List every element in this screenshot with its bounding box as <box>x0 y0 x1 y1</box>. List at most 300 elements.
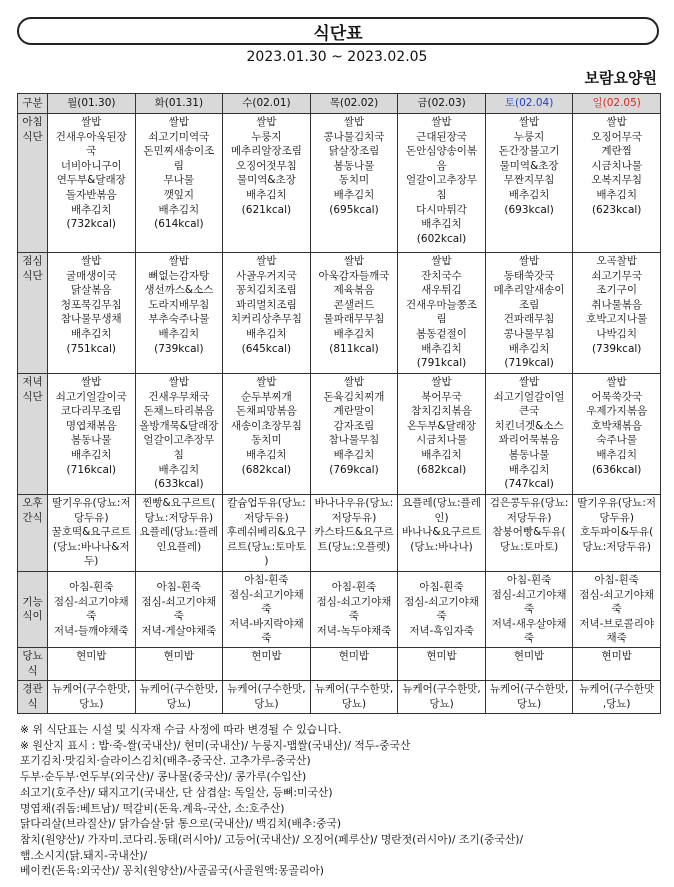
header-day-4: 금(02.03) <box>398 94 486 114</box>
menu-item: (682kcal) <box>416 463 467 476</box>
menu-title-text: 식단표 <box>313 23 363 44</box>
menu-item: 건새우무채국 <box>148 390 210 403</box>
menu-item: 배추김치 <box>158 463 200 476</box>
note-line: 쇠고기(호주산)/ 돼지고기(국내산, 단 삼겹살: 독일산, 등뼈:미국산) <box>20 785 333 799</box>
menu-item: 림 <box>173 159 184 172</box>
menu-item: 호박채볶음 <box>591 419 643 432</box>
menu-row <box>18 374 661 495</box>
menu-item: 저당두유) <box>506 511 552 524</box>
menu-item: (751kcal) <box>66 342 116 355</box>
menu-item: (당뇨:바나나&저 <box>52 540 130 553</box>
menu-item: 저녁-게살야채죽 <box>141 625 217 638</box>
menu-item: 근대된장국 <box>416 130 467 143</box>
menu-cell <box>135 114 223 253</box>
menu-item: 찐빵&요구르트( <box>142 497 216 509</box>
menu-item: 연두부&달래장 <box>56 174 126 187</box>
menu-cell <box>135 647 223 680</box>
row-label-line: 식 <box>27 697 38 710</box>
menu-row <box>18 647 661 680</box>
menu-item: 조기구이 <box>596 284 637 297</box>
row-label-line: 식 <box>27 664 38 677</box>
menu-item: 닭살장조림 <box>328 145 380 158</box>
menu-item: 아침-흰죽 <box>419 581 464 594</box>
menu-item: 트(당뇨:오플렛) <box>317 540 391 553</box>
menu-item: 배추김치 <box>246 188 287 201</box>
menu-item: 쌀밥 <box>431 255 452 267</box>
menu-cell <box>398 647 486 680</box>
menu-item: 요플레(당뇨:플레 <box>402 497 481 509</box>
row-label-line: 간식 <box>22 511 43 524</box>
menu-item: 침 <box>173 448 184 461</box>
menu-row <box>18 680 661 713</box>
menu-cell <box>48 647 136 680</box>
menu-item: 너비아니구이 <box>60 159 122 172</box>
menu-item: 꽈리멸치조림 <box>235 298 297 311</box>
header-row <box>18 94 661 114</box>
menu-cell <box>48 495 136 572</box>
menu-item: 아침-흰죽 <box>594 574 639 586</box>
menu-cell <box>485 680 573 713</box>
menu-cell <box>310 495 398 572</box>
menu-cell <box>485 253 573 374</box>
menu-item: 굴매생이국 <box>65 269 117 282</box>
menu-item: 메추리알새송이 <box>493 284 565 297</box>
menu-item: 딸기우유(당뇨:저 <box>51 497 131 509</box>
menu-item: 돈채느타리볶음 <box>143 405 215 418</box>
menu-item: 다시마튀각 <box>416 203 467 216</box>
menu-item: (693kcal) <box>504 203 554 216</box>
menu-cell <box>223 374 311 495</box>
menu-cell <box>398 495 486 572</box>
row-label-line: 기능 <box>22 595 43 608</box>
menu-item: 취나물볶음 <box>591 298 643 311</box>
menu-item: 우제가지볶음 <box>586 405 648 418</box>
row-label <box>18 495 48 572</box>
menu-item: (739kcal) <box>591 342 642 355</box>
menu-item: 쌀밥 <box>343 116 365 128</box>
menu-item: 꽁치김치조림 <box>235 284 297 297</box>
menu-item: 생선까스&소스 <box>144 284 214 297</box>
menu-item: 깻잎지 <box>163 188 195 201</box>
menu-item: 시금치나물 <box>591 159 643 172</box>
menu-cell <box>310 647 398 680</box>
row-label <box>18 647 48 680</box>
menu-cell <box>135 680 223 713</box>
row-label-line: 식단 <box>22 130 43 143</box>
menu-item: 쌀밥 <box>81 255 102 267</box>
menu-cell <box>223 572 311 648</box>
menu-item: 감자조림 <box>333 419 375 432</box>
note-line: 참치(원양산)/ 가자미.코다리.동태(러시아)/ 고등어(국내산)/ 오징어(페루산)/ 명란젓(러시아)/ 조기(중국산)/ <box>20 832 524 846</box>
menu-item: 물미역&초장 <box>499 159 559 172</box>
menu-item: 당뇨:저당두유) <box>144 511 214 524</box>
menu-item: (당뇨:바나나) <box>410 540 473 553</box>
menu-item: 봄동나물 <box>70 434 112 447</box>
menu-item: (602kcal) <box>416 232 467 245</box>
menu-item: 새송이초장무침 <box>230 419 302 432</box>
menu-table <box>17 93 661 714</box>
menu-item: 계란말이 <box>333 405 375 418</box>
menu-row <box>18 495 661 572</box>
menu-item: 현미밥 <box>426 649 457 662</box>
menu-item: 뉴케어(구수한맛, <box>314 683 394 696</box>
menu-item: 참나물무침 <box>328 434 380 447</box>
menu-item: 배추김치 <box>70 327 112 340</box>
menu-item: 두) <box>84 555 99 568</box>
header-day-3: 목(02.02) <box>310 94 398 114</box>
menu-item: ,당뇨) <box>602 697 631 710</box>
menu-item: 배추김치 <box>333 448 375 461</box>
menu-item: 저녁-녹두야채죽 <box>316 625 392 638</box>
menu-cell <box>573 647 661 680</box>
header-day-1: 화(01.31) <box>135 94 223 114</box>
menu-item: 무짠지무침 <box>503 174 555 187</box>
menu-item: 콩나물김치국 <box>323 130 385 143</box>
menu-item: 쇠고기얼갈이국 <box>55 390 127 403</box>
row-label-line: 오후 <box>22 497 43 509</box>
menu-item: 배추김치 <box>158 327 200 340</box>
menu-item: 쌀밥 <box>256 116 277 128</box>
menu-item: 봄동겉절이 <box>416 327 467 340</box>
menu-item: 꽈리어묵볶음 <box>498 434 560 447</box>
menu-item: 오복지무침 <box>591 174 643 187</box>
note-line: ※ 위 식단표는 시설 및 식자재 수급 사정에 따라 변경될 수 있습니다. <box>20 723 342 736</box>
menu-item: 명엽채볶음 <box>65 419 117 432</box>
menu-item: 검은콩두유(당뇨: <box>489 497 569 509</box>
menu-item: 르트(당뇨:토마토 <box>227 540 306 553</box>
menu-item: 청포묵김무침 <box>60 298 122 311</box>
menu-item: 물파래무무침 <box>323 313 385 326</box>
row-label <box>18 572 48 648</box>
menu-row <box>18 572 661 648</box>
menu-item: 온두부&달래장 <box>407 419 477 432</box>
menu-item: (791kcal) <box>416 357 467 370</box>
menu-item: 호두파이&두유( <box>580 526 654 539</box>
menu-cell <box>223 495 311 572</box>
menu-item: 저녁-들깨야채죽 <box>53 625 129 638</box>
row-label-line: 식단 <box>22 269 43 282</box>
menu-item: 배추김치 <box>246 448 287 461</box>
menu-item: 당뇨) <box>79 697 104 710</box>
row-label <box>18 374 48 495</box>
menu-item: ) <box>264 555 269 568</box>
menu-item: 뉴케어(구수한맛, <box>227 683 306 696</box>
menu-item: 아침-흰죽 <box>331 581 377 594</box>
menu-item: 쌀밥 <box>606 376 627 388</box>
menu-item: 올방개묵&달래장 <box>139 419 219 432</box>
menu-item: 봄동나물 <box>508 448 550 461</box>
menu-item: 시금치나물 <box>416 434 467 447</box>
menu-item: 뉴케어(구수한맛, <box>52 683 131 696</box>
menu-item: 저녁-브로콜리야 <box>579 617 655 630</box>
menu-item: 도라지배무침 <box>148 298 210 311</box>
menu-item: 침 <box>436 188 447 201</box>
menu-item: 뉴케어(구수한맛, <box>489 683 569 696</box>
menu-item: 쇠고기무국 <box>591 269 643 282</box>
menu-item: 죽 <box>261 632 272 645</box>
menu-item: 저녁-새우살야채 <box>491 617 567 630</box>
menu-item: 채죽 <box>606 632 627 645</box>
menu-item: 쌀밥 <box>81 116 102 128</box>
menu-item: 쌀밥 <box>168 255 189 267</box>
menu-cell <box>573 374 661 495</box>
menu-item: (633kcal) <box>154 478 204 491</box>
menu-cell <box>573 253 661 374</box>
menu-item: 쌀밥 <box>606 116 627 128</box>
menu-item: 저녁-흑임자죽 <box>409 625 474 638</box>
menu-item: 쌀밥 <box>518 376 540 388</box>
menu-cell <box>310 572 398 648</box>
menu-item: 점심-쇠고기야채 <box>491 588 567 601</box>
menu-cell <box>223 114 311 253</box>
menu-item: 조림 <box>518 298 540 311</box>
menu-cell <box>398 572 486 648</box>
menu-item: 쌀밥 <box>81 376 102 388</box>
row-label-line: 식이 <box>22 610 43 623</box>
menu-item: 점심-쇠고기야채 <box>579 588 655 601</box>
menu-item: 쌀밥 <box>431 116 452 128</box>
menu-item: 당두유) <box>74 511 109 524</box>
menu-item: 배추김치 <box>421 342 462 355</box>
menu-item: 돈채피망볶음 <box>235 405 297 418</box>
date-range: 2023.01.30 ~ 2023.02.05 <box>246 49 428 65</box>
menu-item: 부추숙주나물 <box>148 313 210 326</box>
menu-item: 저당두유) <box>331 511 377 524</box>
row-label <box>18 114 48 253</box>
menu-item: 동태쑥갓국 <box>503 269 555 282</box>
menu-item: 점심-쇠고기야채 <box>141 595 217 608</box>
menu-item: 쌀밥 <box>343 255 365 267</box>
menu-item: 메추리알장조림 <box>230 145 302 158</box>
menu-item: 치커리상추무침 <box>230 313 302 326</box>
menu-item: 칼슘업두유(당뇨: <box>227 497 306 509</box>
menu-item: 얼갈이고추장무 <box>143 434 215 447</box>
menu-cell <box>223 253 311 374</box>
menu-item: (636kcal) <box>591 463 642 476</box>
menu-item: 누룽지 <box>251 130 282 143</box>
menu-item: 나박김치 <box>596 327 637 340</box>
menu-item: 점심-쇠고기야채 <box>404 595 479 608</box>
menu-cell <box>398 374 486 495</box>
menu-item: 죽 <box>261 603 272 616</box>
menu-item: 쌀밥 <box>518 116 540 128</box>
menu-item: 배추김치 <box>421 448 462 461</box>
menu-cell <box>573 680 661 713</box>
menu-cell <box>48 572 136 648</box>
menu-item: 당뇨) <box>166 697 192 710</box>
menu-item: 쌀밥 <box>431 376 452 388</box>
menu-item: 당뇨) <box>429 697 454 710</box>
menu-cell <box>310 374 398 495</box>
menu-item: 무나물 <box>163 174 195 187</box>
menu-item: 콩나물무침 <box>503 327 555 340</box>
menu-item: 아침-흰죽 <box>506 574 552 586</box>
menu-item: 죽 <box>173 610 184 623</box>
menu-item: 누룽지 <box>513 130 545 143</box>
menu-item: 코다리무조림 <box>60 405 122 418</box>
menu-item: 현미밥 <box>163 649 195 662</box>
note-line: 햄.소시지(닭.돼지-국내산)/ <box>20 848 148 862</box>
menu-item: (695kcal) <box>329 203 379 216</box>
menu-item: 돈육김치찌개 <box>323 390 385 403</box>
menu-item: 딸기우유(당뇨:저 <box>577 497 656 509</box>
row-label-line: 점심 <box>22 255 43 267</box>
menu-item: 죽 <box>611 603 622 616</box>
menu-item: 림 <box>436 313 447 326</box>
menu-item: 당두유) <box>599 511 634 524</box>
note-line: ※ 원산지 표시 : 밥·죽-쌀(국내산)/ 현미(국내산)/ 누룽지-맵쌀(국내산)/ 적두-중국산 <box>20 738 411 752</box>
menu-item: 아욱감자들깨국 <box>318 269 390 282</box>
note-line: 두부·순두부·연두부(외국산)/ 콩나물(중국산)/ 콩가루(수입산) <box>20 770 307 784</box>
menu-item: 물미역&초장 <box>236 174 296 187</box>
menu-item: 쌀밥 <box>256 255 277 267</box>
menu-item: 배추김치 <box>596 188 637 201</box>
menu-item: 꿀호떡&요구르트 <box>51 526 131 539</box>
note-line: 베이컨(돈육:외국산)/ 꽁치(원양산)/사골곰국(사골원액:몽골리아) <box>20 864 324 878</box>
menu-item: 현미밥 <box>601 649 632 662</box>
menu-item: 현미밥 <box>513 649 545 662</box>
menu-cell <box>485 572 573 648</box>
menu-item: 사골우거지국 <box>235 269 297 282</box>
header-day-6: 일(02.05) <box>573 94 661 114</box>
row-label <box>18 680 48 713</box>
menu-item: (747kcal) <box>504 478 554 491</box>
menu-cell <box>48 253 136 374</box>
menu-item: 배추김치 <box>70 203 112 216</box>
note-line: 닭다리살(브라질산)/ 닭가슴살·닭 통으로(국내산)/ 백김치(배추:중국) <box>20 817 342 831</box>
menu-cell <box>398 680 486 713</box>
menu-item: (623kcal) <box>591 203 642 216</box>
header-day-2: 수(02.01) <box>223 94 311 114</box>
menu-item: 어묵쑥갓국 <box>591 390 643 403</box>
menu-item: 쌀밥 <box>518 255 540 267</box>
menu-item: 아침-흰죽 <box>244 574 289 586</box>
menu-item: 얼갈이고추장무 <box>406 174 478 187</box>
menu-item: 쌀밥 <box>256 376 277 388</box>
menu-item: 뉴케어(구수한맛 <box>579 683 655 696</box>
menu-item: 봄동나물 <box>333 159 375 172</box>
menu-cell <box>573 114 661 253</box>
row-label-line: 저녁 <box>22 376 43 388</box>
menu-item: 건새우마늘쫑조 <box>406 298 478 311</box>
menu-item: 새우튀김 <box>421 284 462 297</box>
menu-item: 배추김치 <box>596 448 637 461</box>
menu-item: (732kcal) <box>66 218 116 231</box>
menu-cell <box>310 114 398 253</box>
menu-item: 쇠고기얼갈이얼 <box>493 390 565 403</box>
menu-item: 배추김치 <box>421 218 462 231</box>
menu-item: 오징어젓무침 <box>235 159 297 172</box>
menu-item: 돌자반볶음 <box>65 188 117 201</box>
menu-item: 카스타드&요구르 <box>314 526 394 539</box>
menu-item: 점심-쇠고기야채 <box>53 595 129 608</box>
menu-item: 건파래무침 <box>503 313 555 326</box>
menu-item: 참나물무생채 <box>60 313 122 326</box>
menu-item: 죽 <box>86 610 97 623</box>
menu-item: (682kcal) <box>241 463 292 476</box>
menu-item: 죽 <box>524 632 535 645</box>
header-day-5: 토(02.04) <box>485 94 573 114</box>
menu-item: 돈간장불고기 <box>498 145 560 158</box>
menu-item: 아침-흰죽 <box>69 581 114 594</box>
menu-item: 북어무국 <box>421 390 462 403</box>
row-label-line: 당뇨 <box>22 649 43 662</box>
menu-item: 잔치국수 <box>421 269 462 282</box>
menu-item: 요플레(당뇨:플레 <box>139 526 219 539</box>
menu-cell <box>48 374 136 495</box>
menu-item: (769kcal) <box>329 463 379 476</box>
menu-item: 죽 <box>436 610 447 623</box>
menu-item: 참붕어빵&두유( <box>492 526 566 539</box>
menu-item: 뉴케어(구수한맛, <box>139 683 219 696</box>
menu-item: 점심-쇠고기야채 <box>229 588 304 601</box>
menu-item: 호박고지나물 <box>586 313 648 326</box>
menu-row <box>18 253 661 374</box>
menu-cell <box>135 374 223 495</box>
menu-item: 치킨너겟&소스 <box>494 419 564 432</box>
row-label <box>18 253 48 374</box>
menu-item: 쇠고기미역국 <box>148 130 210 143</box>
menu-item: 인요플레) <box>156 540 202 553</box>
menu-item: 배추김치 <box>508 463 550 476</box>
menu-item: 아침-흰죽 <box>156 581 202 594</box>
menu-item: 배추김치 <box>246 327 287 340</box>
menu-cell <box>48 114 136 253</box>
menu-item: 순두부찌개 <box>241 390 292 403</box>
facility-name: 보람요양원 <box>584 69 657 87</box>
menu-item: (739kcal) <box>154 342 204 355</box>
menu-item: 당뇨) <box>254 697 279 710</box>
menu-item: 쌀밥 <box>343 376 365 388</box>
menu-cell <box>310 253 398 374</box>
menu-item: (621kcal) <box>241 203 292 216</box>
menu-item: 후레쉬베리&요구 <box>226 526 306 539</box>
menu-item: 인) <box>434 511 449 524</box>
menu-cell <box>485 114 573 253</box>
menu-cell <box>398 114 486 253</box>
menu-item: 쌀밥 <box>168 376 189 388</box>
menu-item: 돈민찌새송이조 <box>143 145 215 158</box>
menu-item: 닭살볶음 <box>70 284 112 297</box>
menu-item: 큰국 <box>518 405 540 418</box>
menu-item: 바나나우유(당뇨: <box>314 497 394 509</box>
menu-item: (719kcal) <box>504 357 554 370</box>
menu-item: 당뇨:저당두유) <box>582 540 651 553</box>
menu-title <box>17 17 659 45</box>
menu-item: 배추김치 <box>333 327 375 340</box>
menu-item: 동치미 <box>338 174 370 187</box>
menu-cell <box>135 495 223 572</box>
menu-item: 배추김치 <box>508 342 550 355</box>
menu-item: 배추김치 <box>333 188 375 201</box>
menu-item: (645kcal) <box>241 342 292 355</box>
menu-item: 숙주나물 <box>596 434 637 447</box>
notes <box>20 722 660 879</box>
menu-item: 쌀밥 <box>168 116 189 128</box>
menu-item: 오징어무국 <box>591 130 643 143</box>
menu-item: 당뇨) <box>341 697 367 710</box>
menu-item: 바나나&요구르트 <box>401 526 482 539</box>
menu-item: 현미밥 <box>338 649 370 662</box>
menu-item: 참치김치볶음 <box>411 405 472 418</box>
note-line: 포기김치·맛김치·슬라이스김치(배추-중국산. 고추가루-중국산) <box>20 754 311 768</box>
note-line: 명엽채(쥐돔:베트남)/ 떡갈비(돈육.계육-국산, 소:호주산) <box>20 801 285 815</box>
menu-item: 배추김치 <box>508 188 550 201</box>
row-label-line: 아침 <box>22 116 43 128</box>
menu-item: 돈안심양송이볶 <box>406 145 478 158</box>
menu-item: 저당두유) <box>244 511 289 524</box>
menu-item: 배추김치 <box>158 203 200 216</box>
